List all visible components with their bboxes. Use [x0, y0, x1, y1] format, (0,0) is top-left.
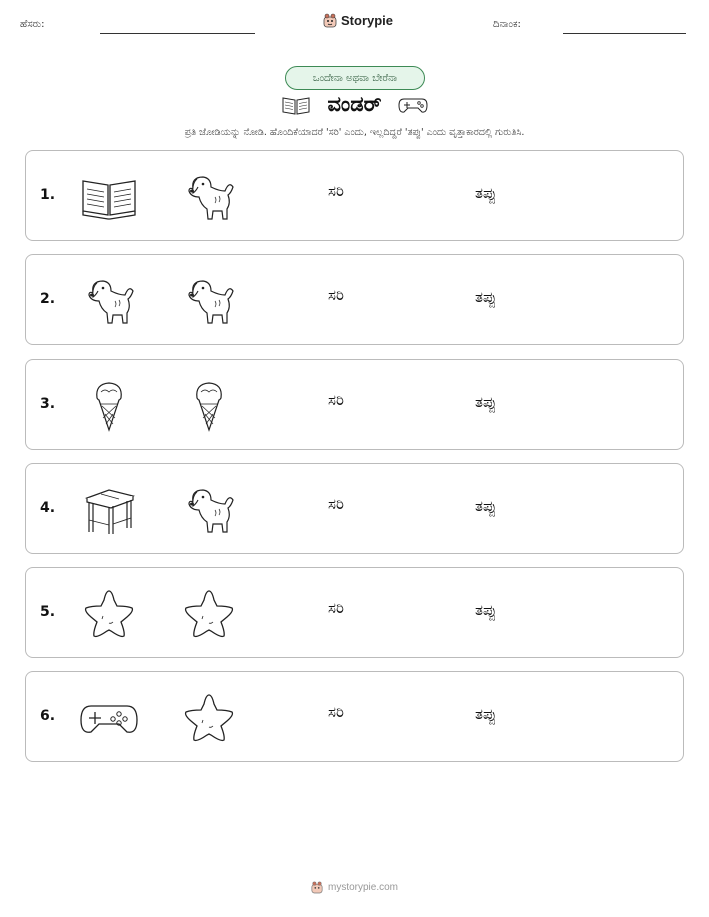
- title-row: [0, 92, 709, 117]
- dog-icon: [179, 169, 239, 224]
- brand-name: Storypie: [341, 12, 394, 28]
- option-false[interactable]: ತಪ್ಪು: [475, 601, 497, 619]
- question-number: 4.: [40, 500, 56, 516]
- star-icon: [79, 586, 139, 641]
- dog-icon: [179, 482, 239, 537]
- gamepad-icon: [398, 94, 428, 116]
- option-false[interactable]: ತಪ್ಪು: [475, 497, 497, 515]
- book-icon: [79, 169, 139, 224]
- star-icon: [179, 690, 239, 745]
- footer-url[interactable]: mystorypie.com: [327, 881, 398, 893]
- activity-tag: ಒಂದೇನಾ ಅಥವಾ ಬೇರೆನಾ: [285, 66, 425, 90]
- dog-icon: [79, 273, 139, 328]
- question-row: [25, 254, 684, 345]
- storypie-mascot-icon: [323, 12, 337, 28]
- option-false[interactable]: ತಪ್ಪು: [475, 288, 497, 306]
- dog-icon: [179, 273, 239, 328]
- ice-cream-icon: [179, 378, 239, 433]
- storypie-mascot-icon: [311, 880, 323, 894]
- option-true[interactable]: ಸರಿ: [328, 391, 344, 409]
- date-label: ದಿನಾಂಕ:: [493, 19, 521, 30]
- question-number: 3.: [40, 396, 56, 412]
- option-true[interactable]: ಸರಿ: [328, 182, 344, 200]
- option-true[interactable]: ಸರಿ: [328, 286, 344, 304]
- gamepad-icon: [79, 690, 139, 745]
- question-row: [25, 359, 684, 450]
- instruction-text: ಪ್ರತಿ ಜೋಡಿಯನ್ನು ನೋಡಿ. ಹೊಂದಿಕೆಯಾದರೆ 'ಸರಿ' ಎಂದು, ಇಲ್ಲದಿದ್ದರೆ 'ತಪ್ಪು' ಎಂದು ವೃತ್ತಾಕಾರದಲ್ಲಿ ಗುರುತಿಸಿ.: [184, 127, 525, 138]
- desk-icon: [79, 482, 139, 537]
- option-false[interactable]: ತಪ್ಪು: [475, 393, 497, 411]
- question-row: [25, 671, 684, 762]
- option-false[interactable]: ತಪ್ಪು: [475, 184, 497, 202]
- question-row: [25, 463, 684, 554]
- question-number: 5.: [40, 604, 56, 620]
- ice-cream-icon: [79, 378, 139, 433]
- name-label: ಹೆಸರು:: [20, 19, 45, 30]
- option-true[interactable]: ಸರಿ: [328, 495, 344, 513]
- book-icon: [281, 94, 311, 116]
- question-number: 6.: [40, 708, 56, 724]
- question-number: 1.: [40, 187, 56, 203]
- option-false[interactable]: ತಪ್ಪು: [475, 705, 497, 723]
- option-true[interactable]: ಸರಿ: [328, 599, 344, 617]
- option-true[interactable]: ಸರಿ: [328, 703, 344, 721]
- page-title: ವಂಡರ್: [327, 92, 382, 116]
- question-row: [25, 567, 684, 658]
- date-field[interactable]: [563, 33, 686, 34]
- star-icon: [179, 586, 239, 641]
- question-row: [25, 150, 684, 241]
- brand-logo: [323, 12, 393, 28]
- footer: [0, 880, 709, 894]
- name-field[interactable]: [100, 33, 255, 34]
- question-number: 2.: [40, 291, 56, 307]
